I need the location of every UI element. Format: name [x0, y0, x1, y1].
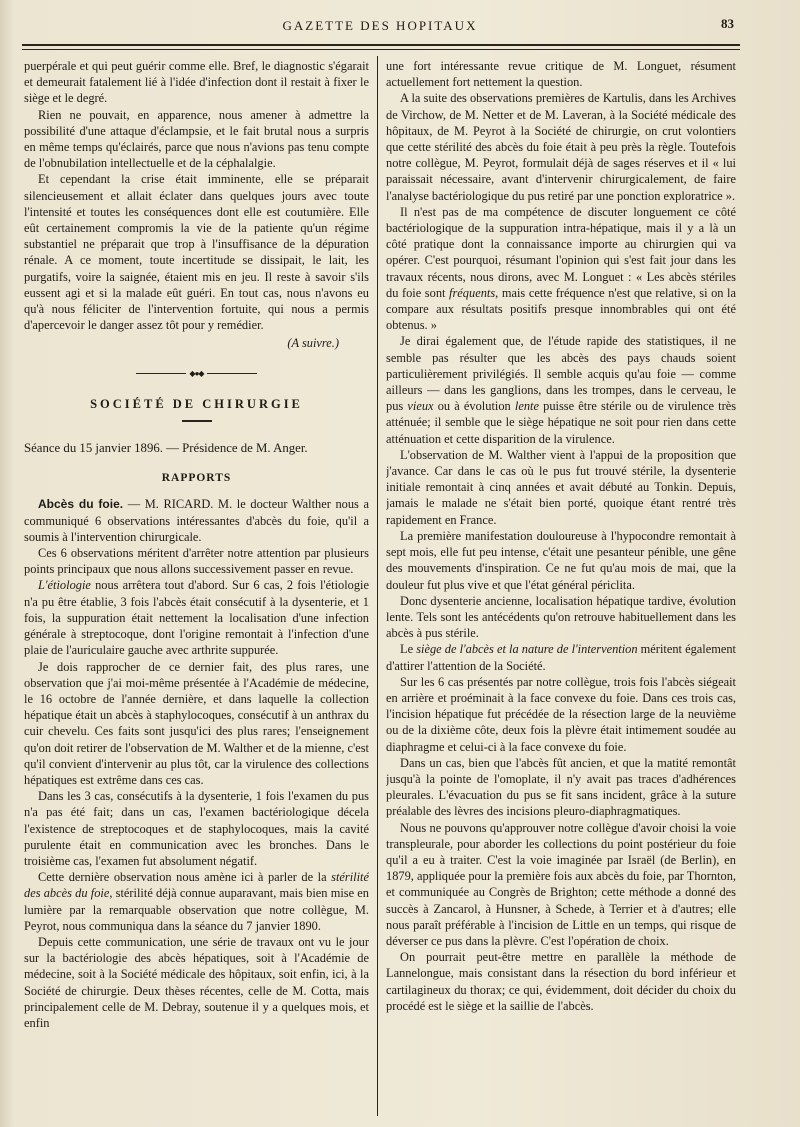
- paragraph: Et cependant la crise était imminente, elle se préparait silencieusement et allait éclater dans quelques jours avec toute l'intensité et toutes les conséquences dont elle est coutumière. Elle eût certainement compromis la vie de la patiente qu'un régime substantiel ne préparait que trop à l'insuffisance de la dépuration rénale. A ce moment, toute incertitude se dissipait, le lait, les purgatifs, voire la saignée, étaient mis en jeu. Il reste à savoir s'ils eussent agi et si la malade eût guéri. En tout cas, nous n'avons eu qu'à nous féliciter de l'intervention fortuite, qui nous a permis d'apercevoir le danger assez tôt pour y remédier.: [24, 172, 369, 333]
- paragraph: La première manifestation douloureuse à l'hypocondre remontait à sept mois, elle fut peu intense, c'était une pesanteur pénible, une gêne des mouvements d'inspiration. Ce ne fut qu'au mois de mai, que la douleur fut plus vive et que l'état général périclita.: [386, 528, 736, 592]
- paragraph: [386, 204, 736, 334]
- column-divider: [377, 56, 378, 1116]
- paragraph-text: nous arrêtera tout d'abord. Sur 6 cas, 2 fois l'étiologie n'a pu être établie, 3 fois l'abcès était consécutif à la dysenterie, et 1 fois, la suppuration était nettement la localisation d'une infection générale à streptocoque, dont l'origine remontait à l'infection d'une plaie de l'auriculaire gauche avec arthrite suppurée.: [24, 578, 369, 658]
- paragraph-text: méritent également d'attirer l'attention de la Société.: [386, 642, 736, 673]
- paragraph: puerpérale et qui peut guérir comme elle. Bref, le diagnostic s'égarait et demeurait fatalement lié à l'idée d'infection dont il restait à fixer le siège et le degré.: [24, 59, 369, 106]
- paragraph: Ces 6 observations méritent d'arrêter notre attention par plusieurs points principaux que nous allons successivement passer en revue.: [24, 546, 369, 577]
- paragraph-text: ou à évolution: [433, 399, 515, 414]
- italic-term: stérilité des abcès du foie: [24, 870, 369, 901]
- left-column: [24, 58, 369, 1118]
- society-title: SOCIÉTÉ DE CHIRURGIE: [90, 396, 303, 411]
- paragraph: A la suite des observations premières de Kartulis, dans les Archives de Virchow, de M. Netter et de M. Laveran, à la Société médicale des hôpitaux, de M. Peyrot à la Société de chirurgie, on crut volontiers que cette stérilité des abcès du foie était à peu près la règle. Toutefois notre collègue, M. Peyrot, formulait déjà de sages réserves et il « lui paraissait nécessaire, avant d'intervenir chirurgicalement, de faire l'analyse bactériologique du pus retiré par une ponction exploratrice ».: [386, 91, 736, 203]
- paragraph-text: puisse être stérile ou de virulence très atténuée; il semble que le siège hépatique ne soit pour rien dans cette atténuation et cette disparition de la virulence.: [386, 399, 736, 446]
- paragraph-text: Cette dernière observation nous amène ici à parler de la: [38, 870, 332, 885]
- paragraph-text: Le: [400, 642, 417, 657]
- italic-term: lente: [514, 399, 539, 414]
- paragraph: [24, 577, 369, 658]
- paragraph: Donc dysenterie ancienne, localisation hépatique tardive, évolution lente. Tels sont les antécédents qu'on retrouve habituellement dans les abcès à pus stérile.: [386, 593, 736, 641]
- right-column: [386, 58, 736, 1118]
- italic-term: vieux: [407, 399, 434, 414]
- paragraph: Depuis cette communication, une série de travaux ont vu le jour sur la bactériologie des abcès hépatiques, soit à l'Académie de médecine, soit à la Société médicale des hôpitaux, soit enfin, ici, à la Société de chirurgie. Deux thèses récentes, celle de M. Cotta, mais principalement celle de M. Debray, soutenue il y a quelques mois, et enfin: [24, 934, 369, 1030]
- italic-term: siège de l'abcès et la nature de l'intervention: [416, 642, 638, 657]
- abscess-label: Abcès du foie.: [38, 497, 124, 512]
- header-rule-thin: [22, 49, 740, 50]
- running-head: [20, 14, 740, 38]
- ornament-line: [136, 373, 186, 374]
- session-line: Séance du 15 janvier 1896. — Présidence de M. Anger.: [24, 441, 308, 456]
- paragraph: Sur les 6 cas présentés par notre collègue, trois fois l'abcès siégeait en arrière et proéminait à la face convexe du foie. Dans ces trois cas, l'incision hépatique fut précédée de la résection large de la neuvième ou de la dixième côte, deux fois la plèvre était intimement soudée au diaphragme et celui-ci à la face convexe du foie.: [386, 674, 736, 754]
- reports-heading: RAPPORTS: [161, 472, 232, 485]
- paragraph: L'observation de M. Walther vient à l'appui de la proposition que j'avance. Car dans le cas où le pus fut trouvé stérile, la dysenterie initiale remontait à cinq années et avait débuté au Tonkin. Depuis, jamais le malade ne s'était bien porté, quoique étant rentré très rapidement en France.: [386, 447, 736, 527]
- paragraph: [24, 869, 369, 934]
- paragraph: Dans un cas, bien que l'abcès fût ancien, et que la matité remontât jusqu'à la pointe de l'omoplate, il n'y avait pas traces d'adhérences pleurales. L'évacuation du pus se fit sans incident, grâce à la suture préalable des lèvres des incisions pleuro-diaphragmatiques.: [386, 755, 736, 819]
- paragraph: une fort intéressante revue critique de M. Longuet, résument actuellement fort nettement la question.: [386, 59, 736, 90]
- paragraph-text: , mais cette fréquence n'est que relative, si on la compare aux résultats positifs presque innombrables qui ont été obtenus. »: [386, 285, 736, 333]
- paragraph-text: M. le docteur Walther nous a communiqué 6 observations intéressantes d'abcès du foie, qu'il a soumis à l'intervention chirurgicale.: [24, 497, 369, 544]
- italic-term: fréquents: [449, 285, 496, 300]
- paragraph-text: , stérilité déjà connue auparavant, mais bien mise en lumière par la remarquable observation que notre collègue, M. Peyrot, nous communiqua dans la séance du 7 janvier 1890.: [24, 886, 369, 933]
- header-rule-thick: [22, 44, 740, 46]
- short-rule: [182, 420, 212, 422]
- paragraph: Dans les 3 cas, consécutifs à la dysenterie, 1 fois l'examen du pus n'a pas été fait; dans un cas, l'examen bactériologique décela l'existence de streptocoques et de staphylocoques, mais la cavité purulente était en communication avec les bronches. Dans le troisième cas, l'examen fut absolument négatif.: [24, 789, 369, 868]
- paragraph: Rien ne pouvait, en apparence, nous amener à admettre la possibilité d'une attaque d'éclampsie, et le fait brutal nous a surpris en même temps qu'éclairés, parce que nous n'avions pas tenu compte de l'obnubilation intellectuelle et de la céphalalgie.: [24, 107, 369, 171]
- journal-title: GAZETTE DES HOPITAUX: [282, 18, 478, 33]
- paragraph: Je dois rapprocher de ce dernier fait, des plus rares, une observation que j'ai moi-même présentée à l'Académie de médecine, le 16 octobre de l'année dernière, et dans laquelle la collection hépatique était un abcès à staphylocoques, consécutif à un anthrax du cuir chevelu. Ces faits sont jusqu'ici des plus rares; l'enseignement qu'on doit retirer de l'observation de M. Walther et de la mienne, c'est qu'il convient d'intervenir au plus tôt, car la virulence des collections hépatiques est extrême dans ces cas.: [24, 659, 369, 787]
- paragraph: [24, 496, 369, 545]
- paragraph-text: Il n'est pas de ma compétence de discuter longuement ce côté bactériologique de la suppuration intra-hépatique, mais il y a là un côté pratique dont la connaissance importe au chirurgien qui va opérer. C'est pourquoi, résumant l'opinion qui s'est fait jour dans les travaux récents, nous dirons, avec M. Longuet : « Les abcès stériles du foie sont: [386, 204, 736, 300]
- paragraph: [386, 641, 736, 673]
- section-ornament: [24, 366, 369, 382]
- italic-term: L'étiologie: [38, 578, 91, 593]
- paragraph: On pourrait peut-être mettre en parallèle la méthode de Lannelongue, mais consistant dans la résection du bord inférieur et cartilagineux du thorax; ce qui, évidemment, doit décider du choix du procédé est le siège et la saillie de l'abcès.: [386, 950, 736, 1013]
- paragraph: [386, 333, 736, 446]
- to-be-continued: (A suivre.): [287, 336, 339, 351]
- ornament-diamonds: ◆●◆: [189, 368, 204, 378]
- reporter-name: — M. RICARD.: [123, 497, 214, 512]
- paragraph-text: Je dirai également que, de l'étude rapide des statistiques, il ne semble pas résulter que les abcès des pays chauds soient particulièrement privilégiés. Il semble acquis qu'au foie — comme ailleurs — dans les ganglions, dans les trompes, dans le cerveau, le pus: [386, 334, 736, 414]
- page-number: 83: [721, 16, 734, 31]
- paragraph: Nous ne pouvons qu'approuver notre collègue d'avoir choisi la voie transpleurale, pour aborder les collections du point postérieur du foie qu'il a eu à traiter. C'est la voie imaginée par Israël (de Berlin), en 1879, appliquée pour la première fois aux abcès du foie, par Thornton, et communiquée au Congrès de Brighton; cette méthode a donné des succès à Zancarol, à Hunsner, à Schede, à Terrier et à d'autres; elle nous paraît préférable à l'incision de Little en un temps, qui risque de déverser ce pus dans la plèvre. C'est l'opération de choix.: [386, 820, 736, 948]
- ornament-line: [207, 373, 257, 374]
